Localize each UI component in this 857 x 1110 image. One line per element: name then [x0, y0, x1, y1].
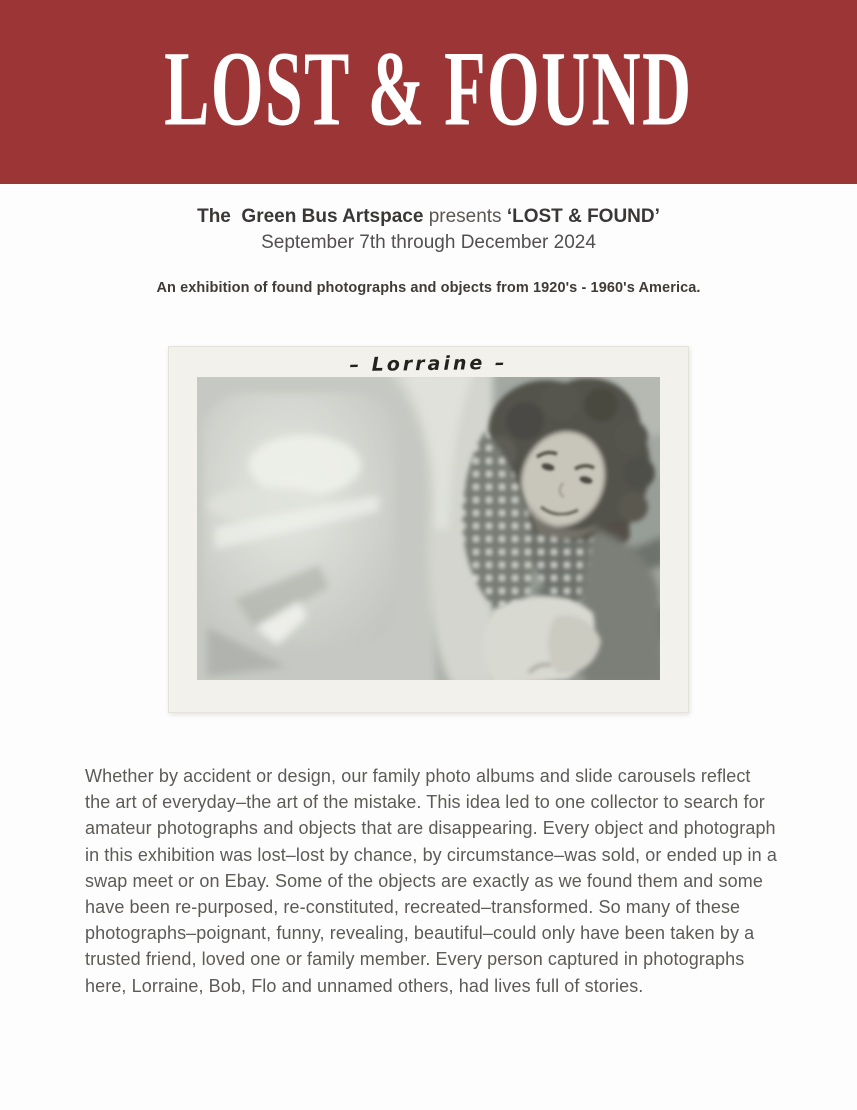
show-title: ‘LOST & FOUND’ — [506, 206, 660, 227]
banner-title: LOST & FOUND — [164, 29, 693, 148]
vintage-photo — [197, 377, 660, 680]
intro-section — [0, 184, 857, 296]
exhibition-dates: September 7th through December 2024 — [261, 232, 596, 253]
body-text-section — [85, 763, 777, 999]
photo-print — [168, 346, 689, 713]
presents-text: presents — [428, 206, 502, 227]
presents-line — [0, 204, 857, 230]
body-paragraph: Whether by accident or design, our family photo albums and slide carousels reflect the art of everyday–the art of the mistake. This idea led to one collector to search for amateur photographs and objects that are disappearing. Every object and photograph in this exhibition was lost–lost by chance, by circumstance–was sold, or ended up in a swap meet or on Ebay. Some of the objects are exactly as we found them and some have been re-purposed, re-constituted, recreated–transformed. So many of these photographs–poignant, funny, revealing, beautiful–could only have been taken by a trusted friend, loved one or family member. Every person captured in photographs here, Lorraine, Bob, Flo and unnamed others, had lives full of stories. — [85, 766, 777, 996]
venue-name: The Green Bus Artspace — [197, 206, 424, 227]
banner — [0, 0, 857, 184]
exhibition-tagline: An exhibition of found photographs and objects from 1920's - 1960's America. — [156, 280, 701, 296]
photo-caption: – Lorraine – — [349, 351, 508, 377]
